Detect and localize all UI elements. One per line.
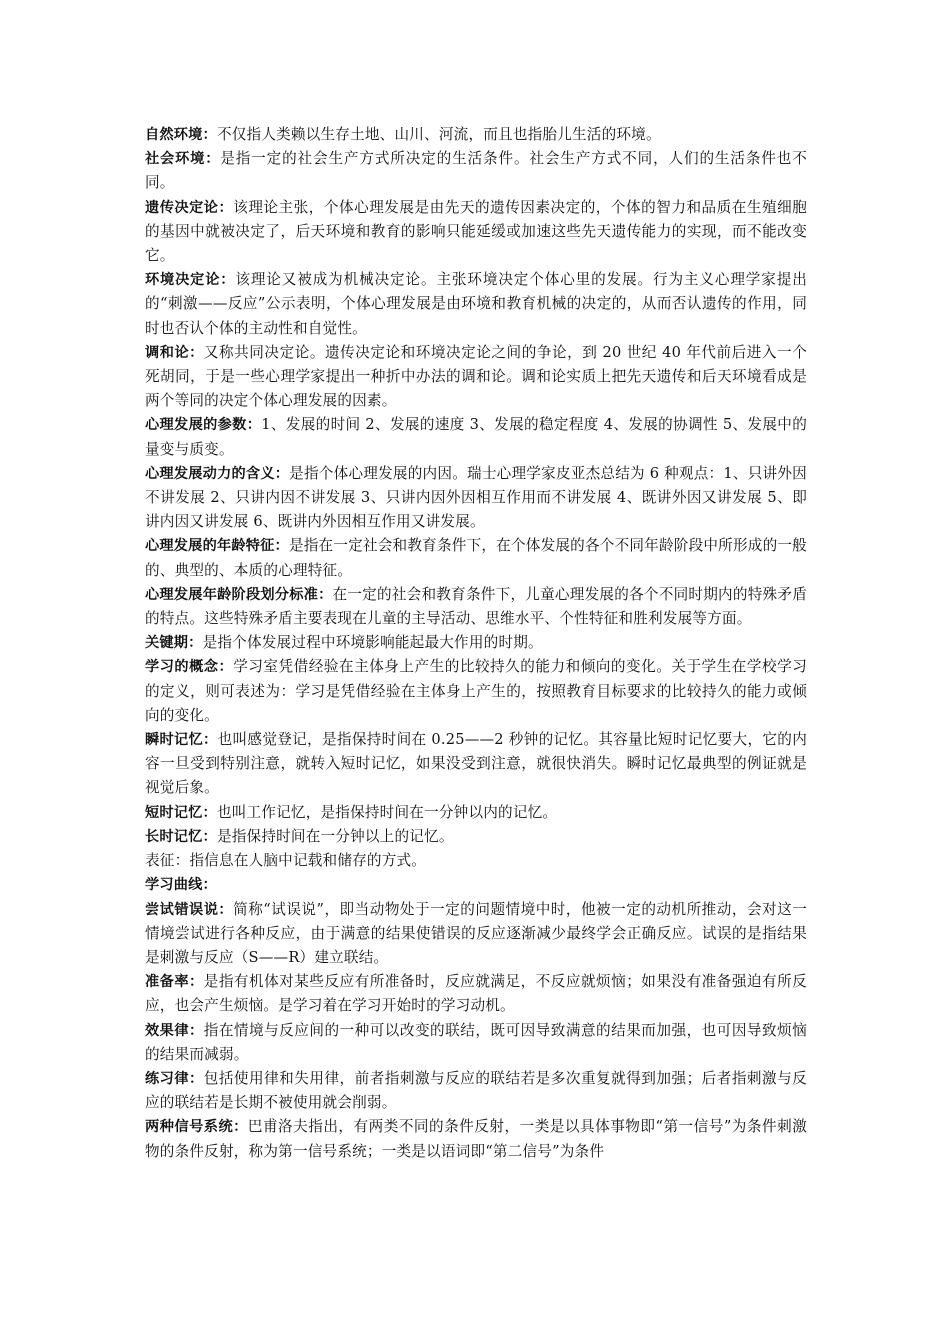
definition-entry [145,341,807,414]
entry-term: 短时记忆： [145,804,217,821]
definition-entry [145,825,807,849]
definition-entry [145,631,807,655]
definition-entry [145,898,807,971]
document-page [145,123,807,1164]
definition-entry [145,147,807,195]
definition-entry [145,123,807,147]
entry-text: 是指在一定社会和教育条件下，在个体发展的各个不同年龄阶段中所形成的一般的、典型的、本质的心理特征。 [145,537,807,579]
definition-entry [145,583,807,631]
entry-term: 关键期： [145,635,203,652]
definition-entry [145,1067,807,1115]
entry-text: 学习室凭借经验在主体身上产生的比较持久的能力和倾向的变化。关于学生在学校学习的定义，则可表述为：学习是凭借经验在主体身上产生的，按照教育目标要求的比较持久的能力或倾向的变化。 [145,658,808,724]
entry-term: 自然环境： [145,127,217,143]
definition-entry [145,534,807,582]
entry-text: 1、发展的时间 2、发展的速度 3、发展的稳定程度 4、发展的协调性 5、发展中的量变与质变。 [145,416,807,458]
entry-term: 心理发展动力的含义： [145,465,290,482]
entry-text: 是指有机体对某些反应有所准备时，反应就满足，不反应就烦恼；如果没有准备强迫有所反应，也会产生烦恼。是学习着在学习开始时的学习动机。 [145,973,807,1015]
entry-term: 长时记忆： [145,828,217,845]
entry-text: 包括使用律和失用律，前者指刺激与反应的联结若是多次重复就得到加强；后者指刺激与反应的联结若是长期不被使用就会削弱。 [145,1069,807,1112]
entry-text: 是指保持时间在一分钟以上的记忆。 [216,827,454,845]
entry-text: 也叫工作记忆，是指保持时间在一分钟以内的记忆。 [216,803,558,821]
entry-term: 两种信号系统： [145,1119,248,1136]
entry-term: 心理发展的年龄特征： [145,538,289,555]
definition-entry [145,196,807,269]
entry-term: 准备率： [145,974,204,991]
entry-term: 调和论： [145,344,204,361]
definition-entry [145,970,807,1018]
definition-entry [145,801,807,825]
entry-text: 不仅指人类赖以生存土地、山川、河流，而且也指胎儿生活的环境。 [216,126,661,143]
definition-entry [145,655,807,728]
entry-text: 巴甫洛夫指出，有两类不同的条件反射，一类是以具体事物即“第一信号”为条件刺激物的条件反射，称为第一信号系统；一类是以语词即“第二信号”为条件 [145,1118,807,1160]
entry-text: 该理论又被成为机械决定论。主张环境决定个体心里的发展。行为主义心理学家提出的“刺激——反应”公示表明，个体心理发展是由环境和教育机械的决定的，从而否认遗传的作用，同时也否认个体的主动性和自觉性。 [145,271,808,337]
entry-term: 练习律： [145,1070,204,1087]
definition-entry [145,462,807,535]
entry-term: 效果律： [145,1022,204,1039]
entry-text: 是指个体心理发展的内因。瑞士心理学家皮亚杰总结为 6 种观点：1、只讲外因不讲发展 2、只讲内因不讲发展 3、只讲内因外因相互作用而不讲发展 4、既讲外因又讲发展 5、即讲内因又讲发展 6、既讲内外因相互作用又讲发展。 [145,464,807,531]
entry-term: 学习曲线： [145,877,217,894]
definition-entry [145,1115,807,1163]
entry-text: 简称“试误说”，即当动物处于一定的问题情境中时，他被一定的动机所推动，会对这一情境尝试进行各种反应，由于满意的结果使错误的反应逐渐减少最终学会正确反应。试误的是指结果是刺激与反应（S——R）建立联结。 [145,900,808,966]
definition-entry [145,268,807,341]
definition-entry [145,728,807,801]
definition-entry [145,1019,807,1067]
entry-term: 瞬时记忆： [145,732,218,749]
entry-text: 指信息在人脑中记载和储存的方式。 [189,852,427,870]
entry-term: 社会环境： [145,151,221,168]
entry-term: 心理发展的参数： [145,417,262,434]
entry-term: 环境决定论： [145,272,236,289]
definition-entry [145,413,807,461]
entry-term: 学习的概念： [145,659,234,676]
definition-entry [145,849,807,873]
entry-text: 指在情境与反应间的一种可以改变的联结，既可因导致满意的结果而加强，也可因导致烦恼的结果而减弱。 [145,1021,807,1063]
entry-text: 又称共同决定论。遗传决定论和环境决定论之间的争论，到 20 世纪 40 年代前后进入一个死胡同，于是一些心理学家提出一种折中办法的调和论。调和论实质上把先天遗传和后天环境看成是两个等同的决定个体心理发展的因素。 [145,343,807,410]
entry-term: 心理发展年龄阶段划分标准： [145,586,333,603]
entry-text: 该理论主张，个体心理发展是由先天的遗传因素决定的，个体的智力和品质在生殖细胞的基因中就被决定了，后天环境和教育的影响只能延缓或加速这些先天遗传能力的实现，而不能改变它。 [145,198,808,265]
entry-text: 是指一定的社会生产方式所决定的生活条件。社会生产方式不同，人们的生活条件也不同。 [145,150,807,192]
entry-term: 表征： [145,852,190,870]
entry-term: 遗传决定论： [145,199,234,216]
entry-text: 也叫感觉登记，是指保持时间在 0.25——2 秒钟的记忆。其容量比短时记忆要大，它的内容一旦受到特别注意，就转入短时记忆，如果没受到注意，就很快消失。瞬时记忆最典型的例证就是视觉后象。 [145,731,807,797]
entry-text: 在一定的社会和教育条件下，儿童心理发展的各个不同时期内的特殊矛盾的特点。这些特殊矛盾主要表现在儿童的主导活动、思维水平、个性特征和胜利发展等方面。 [145,585,807,628]
entry-term: 尝试错误说： [145,901,234,918]
definition-entry [145,873,807,897]
entry-text: 是指个体发展过程中环境影响能起最大作用的时期。 [202,634,543,652]
